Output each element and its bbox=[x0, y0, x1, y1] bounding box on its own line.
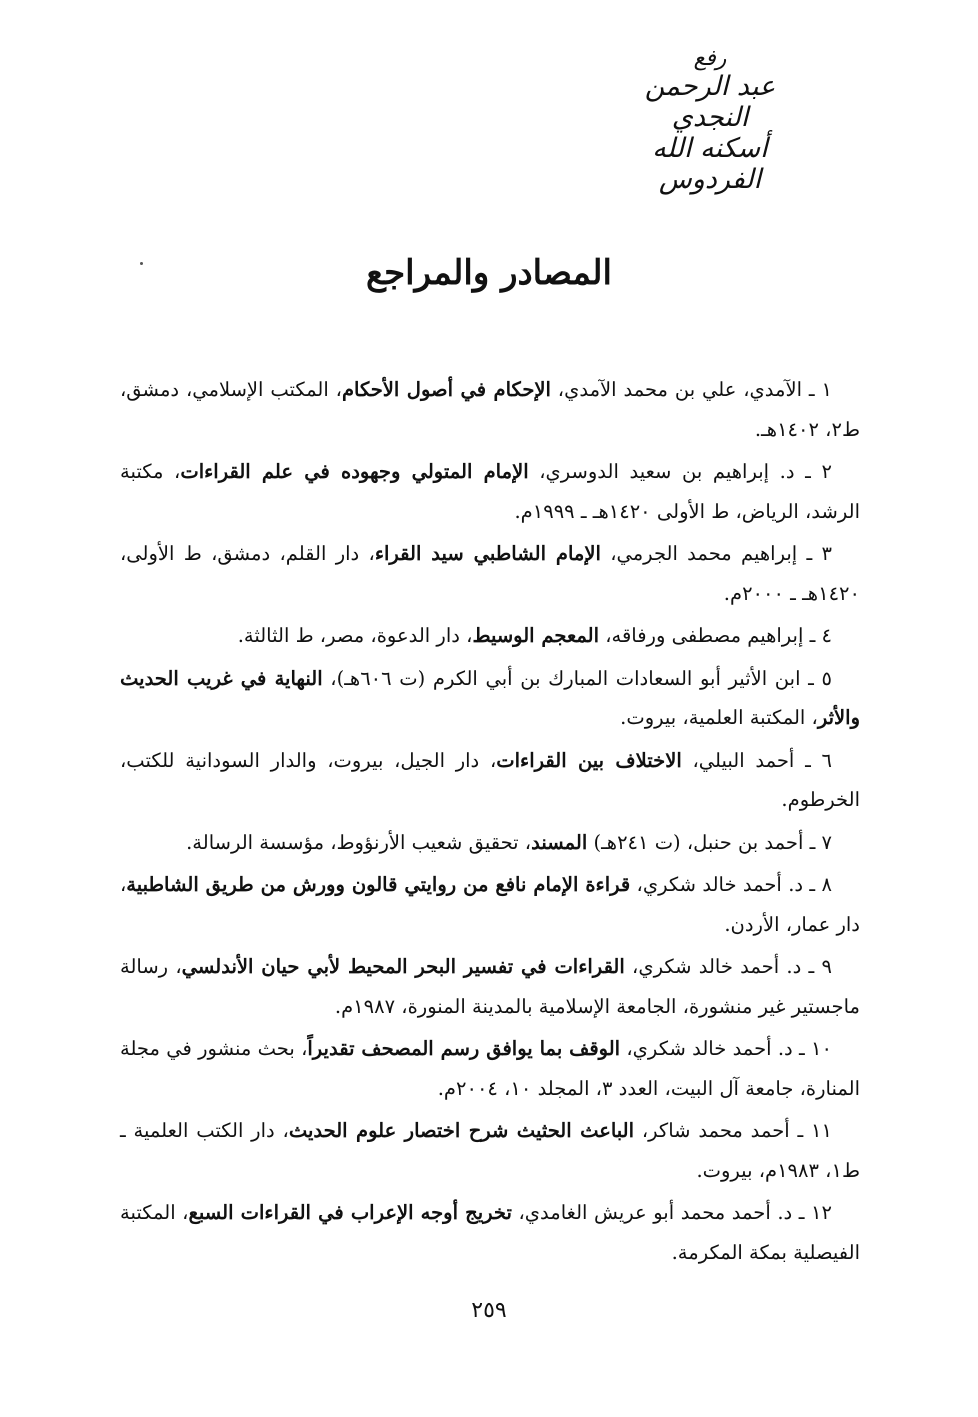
reference-item: ٣ ـ إبراهيم محمد الجرمي، الإمام الشاطبي سيد القراء، دار القلم، دمشق، ط الأولى، ١٤٢٠هـ ـ ٢٠٠٠م. bbox=[120, 542, 860, 605]
reference-item: ١٠ ـ د. أحمد خالد شكري، الوقف بما يوافق رسم المصحف تقديراً، بحث منشور في مجلة المنارة، جامعة آل البيت، العدد ٣، المجلد ١٠، ٢٠٠٤م. bbox=[120, 1037, 860, 1100]
reference-title: الإحكام في أصول الأحكام bbox=[341, 378, 551, 401]
page-title: المصادر والمراجع bbox=[366, 253, 612, 293]
reference-item: ٨ ـ د. أحمد خالد شكري، قراءة الإمام نافع من روايتي قالون وورش من طريق الشاطبية، دار عمار، الأردن. bbox=[120, 873, 860, 936]
reference-title: الباعث الحثيث شرح اختصار علوم الحديث bbox=[288, 1119, 635, 1142]
reference-title: تخريج أوجه الإعراب في القراءات السبع bbox=[188, 1201, 512, 1224]
reference-item: ٧ ـ أحمد بن حنبل، (ت ٢٤١هـ) المسند، تحقيق شعيب الأرنؤوط، مؤسسة الرسالة. bbox=[186, 830, 832, 854]
references-list bbox=[120, 370, 860, 1275]
reference-title: الإمام الشاطبي سيد القراء bbox=[374, 542, 601, 565]
reference-title: قراءة الإمام نافع من روايتي قالون وورش من طريق الشاطبية bbox=[126, 873, 631, 896]
reference-item: ٤ ـ إبراهيم مصطفى ورفاقه، المعجم الوسيط، دار الدعوة، مصر، ط الثالثة. bbox=[237, 624, 832, 647]
reference-title: الاختلاف بين القراءات bbox=[496, 748, 682, 772]
signature-line-2: عبد الرحمن النجدي bbox=[644, 71, 776, 134]
reference-item: ١ ـ الآمدي، علي بن محمد الآمدي، الإحكام في أصول الأحكام، المكتب الإسلامي، دمشق، ط٢، ١٤٠٢هـ. bbox=[120, 378, 860, 441]
reference-title: الإمام المتولي وجهوده في علم القراءات bbox=[180, 460, 529, 483]
reference-title: الوقف بما يوافق رسم المصحف تقديراً bbox=[307, 1037, 621, 1060]
signature-line-3: أسكنه الله الفردوس bbox=[652, 133, 768, 196]
signature-stamp bbox=[610, 46, 810, 195]
reference-title: النهاية في غريب الحديث والأثر bbox=[120, 666, 860, 729]
reference-item: ٥ ـ ابن الأثير أبو السعادات المبارك بن أبي الكرم (ت ٦٠٦هـ)، النهاية في غريب الحديث والأثر، المكتبة العلمية، بيروت. bbox=[120, 666, 860, 729]
reference-item: ١١ ـ أحمد محمد شاكر، الباعث الحثيث شرح اختصار علوم الحديث، دار الكتب العلمية ـ ط١، ١٩٨٣م، بيروت. bbox=[120, 1119, 860, 1182]
reference-item: ١٢ ـ د. أحمد محمد أبو عريش الغامدي، تخريج أوجه الإعراب في القراءات السبع، المكتبة الفيصلية بمكة المكرمة. bbox=[120, 1201, 860, 1264]
reference-title: المعجم الوسيط bbox=[472, 624, 599, 647]
page-number: ٢٥٩ bbox=[471, 1298, 507, 1323]
reference-item: ٦ ـ أحمد البيلي، الاختلاف بين القراءات، دار الجيل، بيروت، والدار السودانية للكتب، الخرطوم. bbox=[120, 748, 860, 811]
reference-item: ٢ ـ د. إبراهيم بن سعيد الدوسري، الإمام المتولي وجهوده في علم القراءات، مكتبة الرشد، الرياض، ط الأولى ١٤٢٠هـ ـ ١٩٩٩م. bbox=[120, 460, 860, 523]
reference-item: ٩ ـ د. أحمد خالد شكري، القراءات في تفسير البحر المحيط لأبي حيان الأندلسي، رسالة ماجستير غير منشورة، الجامعة الإسلامية بالمدينة المنورة، ١٩٨٧م. bbox=[120, 955, 860, 1018]
reference-title: المسند bbox=[531, 830, 588, 854]
reference-title: القراءات في تفسير البحر المحيط لأبي حيان الأندلسي bbox=[181, 955, 625, 978]
signature-line-1: رفع bbox=[693, 46, 727, 71]
